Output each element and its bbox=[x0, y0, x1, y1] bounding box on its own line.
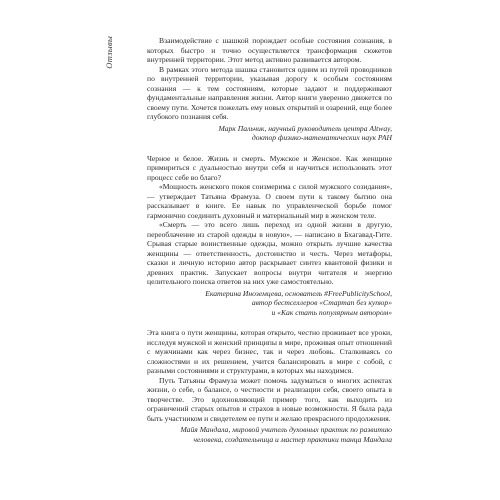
section-label: Отзывы bbox=[104, 36, 114, 69]
review-paragraph: Путь Татьяны Фрамуза может помочь задуматься о многих аспектах жизни, о себе, о балансе, о честности и реализации себя, своего опыта в творчестве. Это вдохновляющий пример того, как выходить из ограничений старых опытов и страхов в новые возможности. Я была рада быть участником и свидетелем ее пути и желаю прекрасного продолжения. bbox=[147, 375, 392, 423]
signature-line: доктор физико-математических наук РАН bbox=[251, 133, 392, 142]
review-block bbox=[147, 36, 392, 143]
signature-line: и «Как стать популярным автором» bbox=[271, 307, 392, 317]
reviews-column bbox=[147, 36, 392, 444]
signature-line: человека, создательница и мастер практики танца Мандала bbox=[193, 434, 392, 444]
review-paragraph: Эта книга о пути женщины, которая открыто, честно проживает все уроки, исследуя мужской и женский принципы в мире, проживая опыт отношений с мужчинами как через бизнес, так и через любовь. Сталкиваясь со сложностями и их решением, учится балансировать в мире с собой, с разными состояниями и структурами, в которых мы находимся. bbox=[147, 328, 392, 375]
signature-line: Майя Мандала, мировой учитель духовных практик по развитию bbox=[180, 425, 392, 434]
review-block bbox=[147, 154, 392, 318]
review-paragraph: «Смерть — это всего лишь переход из одной жизни в другую, переоблачение из старой одежды в новую», — написано в Бхагавад-Гите. Срывая старые воинственные одежды, можно открыть лучшие качества женщины — ответственность, достоинство и честь. Через метафоры, сказки и личную историю автор раскрывает синтез квантовой физики и древних практик. Запускает вопросы внутри читателя и энергию целительного поиска ответов на них уже самостоятельно. bbox=[147, 220, 392, 286]
review-signature bbox=[147, 124, 392, 143]
signature-line: автор бестселлеров «Стартап без купюр» bbox=[251, 298, 392, 307]
review-paragraph: Взаимодействие с шашкой порождает особые состояния сознания, в которых быстро и точно осуществляется трансформация сюжетов внутренней территории. Этот метод активно развивается автором. bbox=[147, 36, 392, 64]
review-paragraph: Черное и белое. Жизнь и смерть. Мужское и Женское. Как женщине примириться с дуальностью внутри себя и научиться использовать этот процесс себе во благо? bbox=[147, 153, 392, 182]
signature-line: Екатерина Иноземцева, основатель #FreePublicitySchool, bbox=[205, 288, 392, 298]
review-paragraph: В рамках этого метода шашка становится одним из путей проводников по внутренней территории, указывая дорогу к особым состояниям сознания — к тем состояниям, которые задают и поддерживают фундаментальные направления жизни. Автор книги уверенно движется по своему пути. Хочется пожелать ему новых открытий и озарений, еще более глубокого познания себя. bbox=[147, 64, 392, 121]
review-signature bbox=[147, 289, 392, 318]
signature-line: Марк Пальчик, научный руководитель центра Altway, bbox=[218, 123, 392, 133]
review-paragraph: «Мощность женского покоя соизмерима с силой мужского созидания», — утверждает Татьяна Фрамуза. О своем пути к такому бытию она рассказывает в книге. Ее навык по управленческой борьбе помог гармонично соединить духовный и материальный мир в женском теле. bbox=[147, 182, 392, 220]
review-signature bbox=[147, 425, 392, 444]
review-block bbox=[147, 328, 392, 444]
